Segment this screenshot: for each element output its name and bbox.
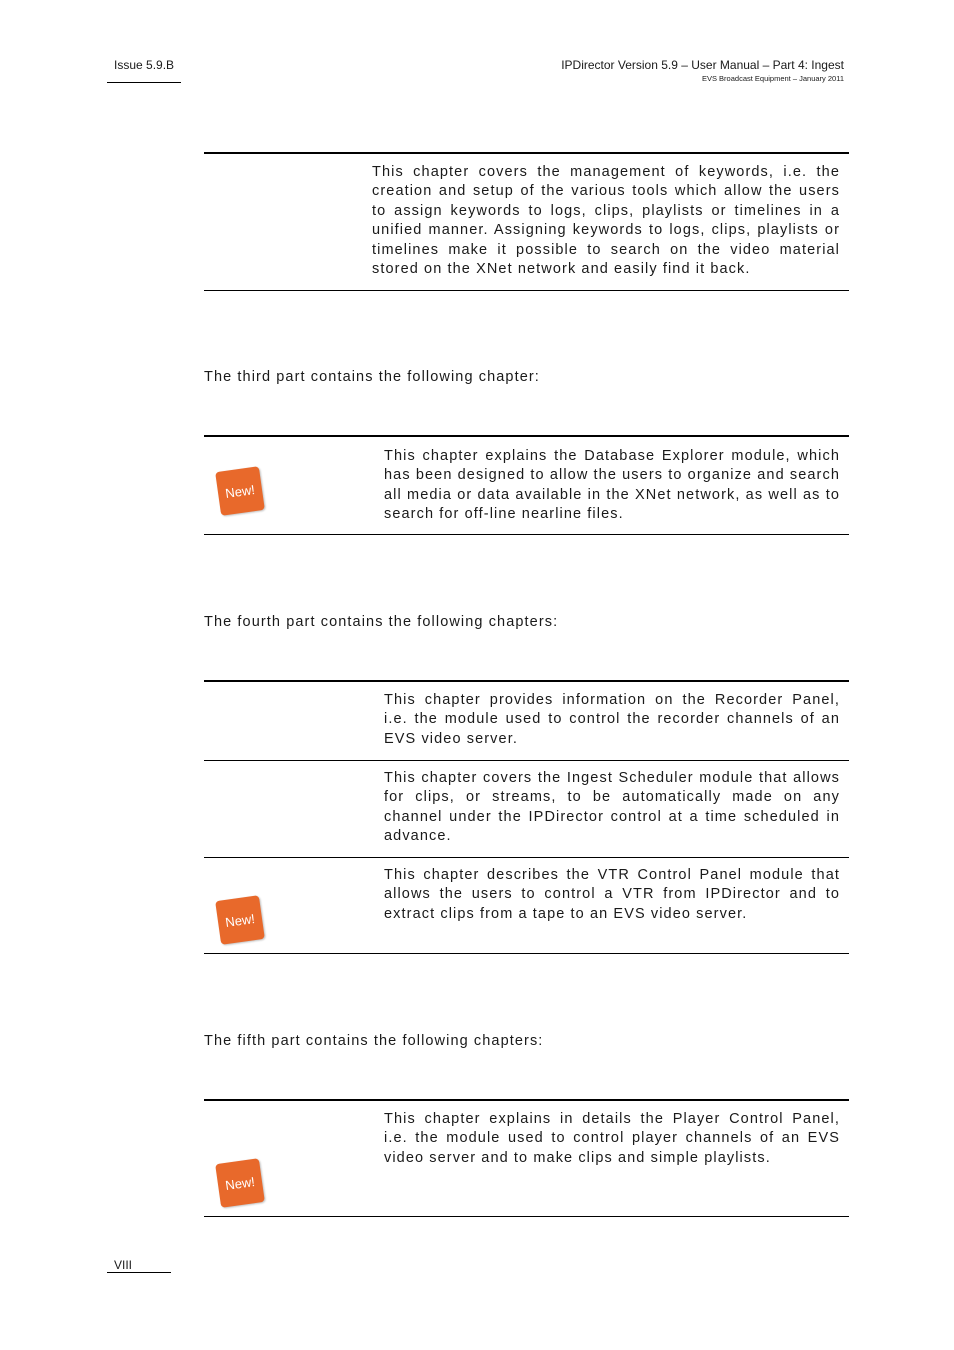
table-rule: [204, 152, 849, 154]
new-badge-icon: New!: [215, 895, 265, 945]
table-rule: [204, 760, 849, 761]
manual-title: IPDirector Version 5.9 – User Manual – Part 4: Ingest: [561, 58, 844, 72]
table-rule: [204, 953, 849, 954]
part-intro-fourth: The fourth part contains the following chapters:: [204, 614, 559, 630]
part-intro-fifth: The fifth part contains the following chapters:: [204, 1033, 544, 1049]
chapter-description-keywords: This chapter covers the management of keywords, i.e. the creation and setup of the various tools which allow the users to assign keywords to logs, clips, playlists or timelines in a unified manner. Assigning keywords to logs, clips, playlists or timelines make it possible to search on the video material stored on the XNet network and easily find it back.: [372, 164, 840, 278]
table-rule: [204, 680, 849, 682]
header-rule: [107, 82, 181, 83]
table-rule: [204, 435, 849, 437]
new-badge-icon: New!: [215, 1158, 265, 1208]
table-rule: [204, 1099, 849, 1101]
chapter-description-recorder-panel: This chapter provides information on the Recorder Panel, i.e. the module used to control the recorder channels of an EVS video server.: [384, 692, 840, 747]
table-rule: [204, 290, 849, 291]
issue-label: Issue 5.9.B: [114, 58, 175, 72]
chapter-description-player-control: This chapter explains in details the Player Control Panel, i.e. the module used to control player channels of an EVS video server and to make clips and simple playlists.: [384, 1111, 840, 1166]
chapter-description-vtr-control: This chapter describes the VTR Control Panel module that allows the users to control a VTR from IPDirector and to extract clips from a tape to an EVS video server.: [384, 867, 840, 922]
chapter-description-database-explorer: This chapter explains the Database Explorer module, which has been designed to allow the users to organize and search all media or data available in the XNet network, as well as to search for off-line nearline files.: [384, 448, 840, 523]
table-rule: [204, 857, 849, 858]
table-rule: [204, 534, 849, 535]
part-intro-third: The third part contains the following chapter:: [204, 369, 540, 385]
footer-rule: [107, 1272, 171, 1273]
manual-subtitle: EVS Broadcast Equipment – January 2011: [701, 74, 844, 83]
new-badge-icon: New!: [215, 466, 265, 516]
table-rule: [204, 1216, 849, 1217]
page-number: VIII: [114, 1258, 133, 1272]
chapter-description-ingest-scheduler: This chapter covers the Ingest Scheduler module that allows for clips, or streams, to be automatically made on any channel under the IPDirector control at a time scheduled in advance.: [384, 770, 840, 845]
